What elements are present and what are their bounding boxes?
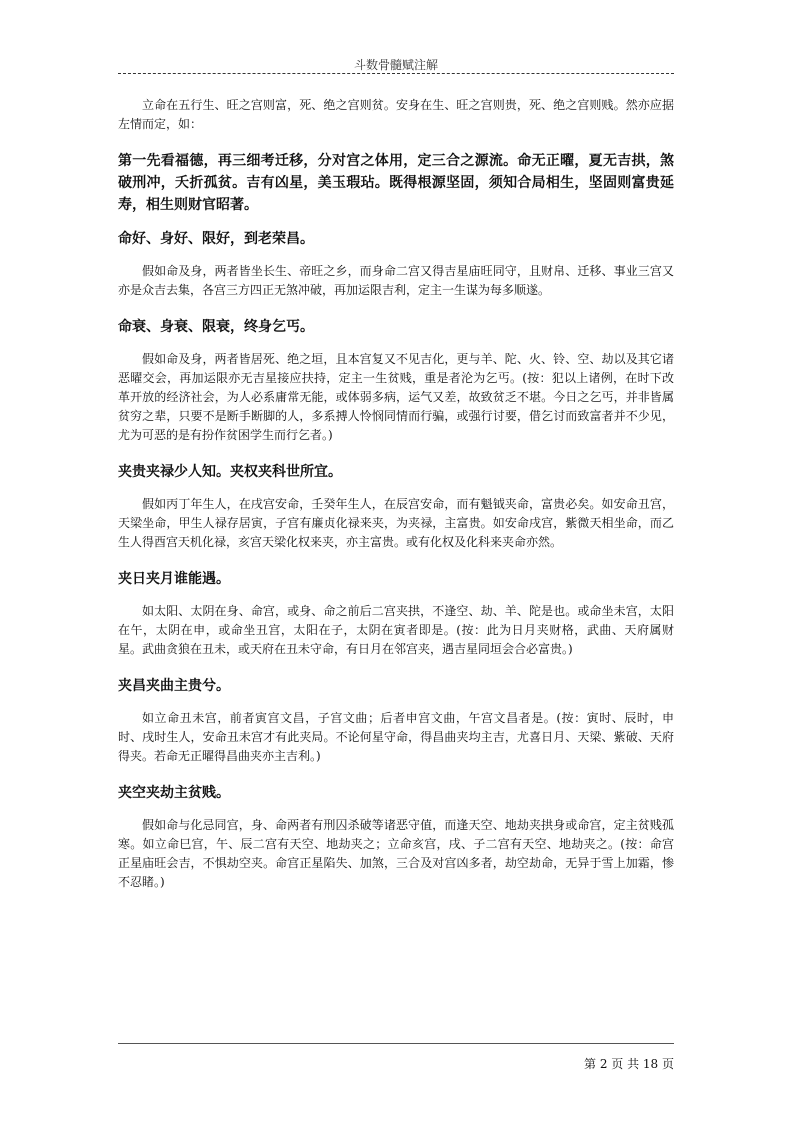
verse-7: 夹空夹劫主贫贱。: [118, 785, 230, 801]
verse-6: 夹昌夹曲主贵兮。: [118, 678, 230, 694]
verse-4: 夹贵夹禄少人知。夹权夹科世所宜。: [118, 464, 342, 480]
commentary-7: 假如命与化忌同宫，身、命两者有刑囚杀破等诸恶守值，而逢天空、地劫夹拱身或命宫，定主贫贱孤寒。如立命巳宫，午、辰二宫有天空、地劫夹之；立命亥宫，戌、子二宫有天空、地劫夹之。(按：命宫正星庙旺会吉，不惧劫空夹。命宫正星陷失、加煞，三合及对宫凶多者，劫空劫命，无异于雪上加霜，惨不忍睹。): [118, 818, 674, 889]
commentary-6: 如立命丑未宫，前者寅宫文昌，子宫文曲；后者申宫文曲，午宫文昌者是。(按：寅时、辰时，申时、戌时生人，安命丑未宫才有此夹局。不论何星守命，得昌曲夹均主吉，尤喜日月、天梁、紫破、天府得夹。若命无正曜得昌曲夹亦主吉利。): [118, 711, 674, 763]
verse-2: 命好、身好、限好，到老荣昌。: [118, 231, 314, 247]
commentary-4: 假如丙丁年生人，在戌宫安命，壬癸年生人，在辰宫安命，而有魁钺夹命，富贵必矣。如安命丑宫，天梁坐命，甲生人禄存居寅，子宫有廉贞化禄来夹，为夹禄，主富贵。如安命戌宫，紫微天相坐命，而乙生人得酉宫天机化禄，亥宫天梁化权来夹，亦主富贵。或有化权及化科来夹命亦然。: [118, 497, 674, 549]
page-number: 第 2 页 共 18 页: [584, 1057, 674, 1071]
verse-3: 命衰、身衰、限衰，终身乞丐。: [118, 319, 314, 335]
paragraph-intro: 立命在五行生、旺之宫则富，死、绝之宫则贫。安身在生、旺之宫则贵，死、绝之宫则贱。然亦应据左情而定，如：: [118, 98, 674, 131]
running-header: 斗数骨髓赋注解: [353, 58, 438, 72]
verse-5: 夹日夹月谁能遇。: [118, 571, 230, 587]
header-divider: [118, 73, 674, 74]
commentary-5: 如太阳、太阴在身、命宫，或身、命之前后二宫夹拱，不逢空、劫、羊、陀是也。或命坐未宫，太阳在午，太阴在申，或命坐丑宫，太阳在子，太阴在寅者即是。(按：此为日月夹财格，武曲、天府属财星。武曲贪狼在丑未，或天府在丑未守命，有日月在邻宫夹，遇吉星同垣会合必富贵。): [118, 604, 674, 656]
footer-divider: [118, 1043, 674, 1044]
commentary-3: 假如命及身，两者皆居死、绝之垣，且本宫复又不见吉化，更与羊、陀、火、铃、空、劫以及其它诸恶曜交会，再加运限亦无吉星接应扶持，定主一生贫贱，重是者沦为乞丐。(按：犯以上诸例，在时下改革开放的经济社会，为人必系庸常无能，或体弱多病，运气又差，故致贫乏不堪。今日之乞丐，并非皆属贫穷之辈，只要不是断手断脚的人，多系搏人怜悯同情而行骗，或强行讨要，借乞讨而致富者并不少见，尤为可恶的是有扮作贫困学生而行乞者。): [118, 352, 674, 442]
verse-1: 第一先看福德，再三细考迁移，分对宫之体用，定三合之源流。命无正曜，夏无吉拱，煞破刑冲，夭折孤贫。吉有凶星，美玉瑕玷。既得根源坚固，须知合局相生，坚固则富贵延寿，相生则财官昭著。: [118, 153, 674, 213]
commentary-2: 假如命及身，两者皆坐长生、帝旺之乡，而身命二宫又得吉星庙旺同守，且财帛、迁移、事业三宫又亦是众吉去集，各宫三方四正无煞冲破，再加运限吉利，定主一生谋为每多顺遂。: [118, 264, 674, 297]
page-content: [118, 96, 674, 908]
